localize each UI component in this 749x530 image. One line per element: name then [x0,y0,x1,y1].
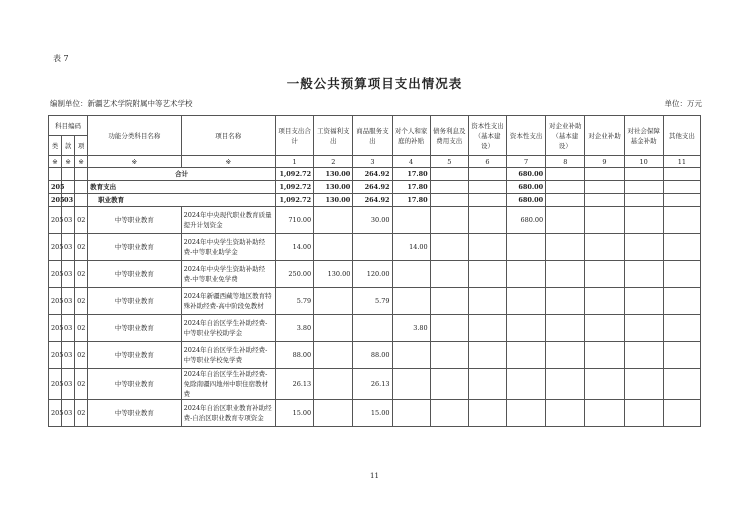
section-cell: 03 [62,207,75,234]
summary-row-education [49,181,701,194]
item-cell: 02 [75,342,88,369]
func-name-cell: 中等职业教育 [88,315,181,342]
section-cell: 03 [62,288,75,315]
total-cell: 88.00 [276,342,314,369]
capital-cell [507,234,546,261]
project-name-cell: 2024年中央学生资助补助经费-中等职业免学费 [181,261,275,288]
capital-cell [507,369,546,400]
mark-cell: ※ [49,156,62,168]
capital-cell: 680.00 [507,181,546,194]
item-cell [75,181,88,194]
total-cell: 250.00 [276,261,314,288]
goods-cell: 30.00 [353,207,392,234]
wage-cell [314,288,353,315]
header-capital: 资本性支出 [507,116,546,156]
mark-cell: 8 [546,156,585,168]
family-cell: 3.80 [392,315,430,342]
wage-cell [314,342,353,369]
capital-cell: 680.00 [507,207,546,234]
func-name-cell: 中等职业教育 [88,207,181,234]
wage-cell [314,234,353,261]
table-row [49,342,701,369]
total-cell: 3.80 [276,315,314,342]
kind-cell: 205 [49,207,62,234]
header-other: 其他支出 [663,116,700,156]
mark-cell: 5 [430,156,468,168]
header-item: 项 [75,136,88,156]
section-cell: 03 [62,234,75,261]
section-cell [62,168,75,181]
goods-cell: 120.00 [353,261,392,288]
goods-cell: 264.92 [353,168,392,181]
item-cell: 02 [75,315,88,342]
kind-cell: 205 [49,181,62,194]
table-row [49,369,701,400]
mark-cell: 2 [314,156,353,168]
family-cell [392,369,430,400]
capital-cell: 680.00 [507,194,546,207]
goods-cell [353,234,392,261]
item-cell: 02 [75,234,88,261]
goods-cell: 15.00 [353,400,392,427]
total-cell: 1,092.72 [276,168,314,181]
kind-cell: 205 [49,261,62,288]
kind-cell: 205 [49,342,62,369]
wage-cell: 130.00 [314,261,353,288]
item-cell: 02 [75,207,88,234]
total-cell: 14.00 [276,234,314,261]
goods-cell: 264.92 [353,194,392,207]
goods-cell: 5.79 [353,288,392,315]
goods-cell: 26.13 [353,369,392,400]
header-capital-build: 资本性支出（基本建设） [468,116,506,156]
family-cell [392,207,430,234]
kind-cell [49,168,62,181]
func-name-cell: 中等职业教育 [88,342,181,369]
mark-cell: 10 [624,156,663,168]
item-cell [75,168,88,181]
mark-cell: 7 [507,156,546,168]
header-code-group: 科目编码 [49,116,88,136]
family-cell [392,288,430,315]
form-number: 表 7 [53,54,69,63]
wage-cell [314,400,353,427]
mark-cell: 11 [663,156,700,168]
project-name-cell: 2024年中央现代职业教育质量提升计划资金 [181,207,275,234]
total-cell: 26.13 [276,369,314,400]
table-row [49,315,701,342]
func-name-cell: 中等职业教育 [88,288,181,315]
mark-cell: 6 [468,156,506,168]
header-enterprise-build: 对企业补助（基本建设） [546,116,585,156]
mark-cell: ※ [181,156,275,168]
header-debt: 债务利息及费用支出 [430,116,468,156]
summary-row-total [49,168,701,181]
mark-cell: ※ [88,156,181,168]
project-name-cell: 2024年新疆西藏等地区教育特殊补助经费-高中阶段免教材 [181,288,275,315]
section-cell: 03 [62,261,75,288]
wage-cell [314,369,353,400]
section-cell: 03 [62,194,75,207]
table-row [49,400,701,427]
goods-cell: 264.92 [353,181,392,194]
table-row [49,288,701,315]
total-cell: 15.00 [276,400,314,427]
summary-name: 职业教育 [88,194,276,207]
capital-cell [507,400,546,427]
wage-cell: 130.00 [314,181,353,194]
mark-cell: 4 [392,156,430,168]
kind-cell: 205 [49,315,62,342]
project-name-cell: 2024年自治区职业教育补助经费-自治区职业教育专项资金 [181,400,275,427]
kind-cell: 205 [49,234,62,261]
summary-name: 合计 [88,168,276,181]
header-kind: 类 [49,136,62,156]
family-cell: 17.80 [392,181,430,194]
kind-cell: 205 [49,194,62,207]
header-enterprise: 对企业补助 [585,116,624,156]
kind-cell: 205 [49,400,62,427]
header-social: 对社会保障基金补助 [624,116,663,156]
header-wage: 工资福利支出 [314,116,353,156]
family-cell [392,400,430,427]
total-cell: 1,092.72 [276,181,314,194]
family-cell: 17.80 [392,194,430,207]
kind-cell: 205 [49,369,62,400]
func-name-cell: 中等职业教育 [88,369,181,400]
header-project-name: 项目名称 [181,116,275,156]
capital-cell [507,315,546,342]
section-cell: 03 [62,342,75,369]
summary-row-vocational [49,194,701,207]
project-name-cell: 2024年自治区学生补助经费-中等职业学校助学金 [181,315,275,342]
mark-cell: ※ [62,156,75,168]
currency-unit: 单位：万元 [664,99,702,108]
capital-cell: 680.00 [507,168,546,181]
total-cell: 5.79 [276,288,314,315]
project-name-cell: 2024年自治区学生补助经费-中等职业学校免学费 [181,342,275,369]
item-cell: 02 [75,261,88,288]
func-name-cell: 中等职业教育 [88,261,181,288]
mark-cell: 3 [353,156,392,168]
project-name-cell: 2024年自治区学生补助经费-免除南疆四地州中职住宿教材费 [181,369,275,400]
family-cell: 14.00 [392,234,430,261]
func-name-cell: 中等职业教育 [88,400,181,427]
header-goods: 商品服务支出 [353,116,392,156]
capital-cell [507,342,546,369]
table-row [49,261,701,288]
capital-cell [507,288,546,315]
wage-cell: 130.00 [314,168,353,181]
item-cell: 02 [75,288,88,315]
header-section: 款 [62,136,75,156]
goods-cell: 88.00 [353,342,392,369]
mark-cell: 9 [585,156,624,168]
project-name-cell: 2024年中央学生资助补助经费-中等职业助学金 [181,234,275,261]
item-cell [75,194,88,207]
wage-cell [314,207,353,234]
total-cell: 710.00 [276,207,314,234]
wage-cell [314,315,353,342]
summary-name: 教育支出 [88,181,276,194]
page-title: 一般公共预算项目支出情况表 [286,76,463,91]
mark-cell: 1 [276,156,314,168]
family-cell [392,342,430,369]
table-row [49,234,701,261]
mark-cell: ※ [75,156,88,168]
kind-cell: 205 [49,288,62,315]
compiling-unit: 编制单位：新疆艺术学院附属中等艺术学校 [50,99,193,108]
capital-cell [507,261,546,288]
family-cell [392,261,430,288]
section-cell: 03 [62,369,75,400]
section-cell: 03 [62,315,75,342]
table-row [49,207,701,234]
header-func-name: 功能分类科目名称 [88,116,181,156]
wage-cell: 130.00 [314,194,353,207]
item-cell: 02 [75,400,88,427]
header-family: 对个人和家庭的补贴 [392,116,430,156]
total-cell: 1,092.72 [276,194,314,207]
column-index-row [49,156,701,168]
family-cell: 17.80 [392,168,430,181]
section-cell: 03 [62,400,75,427]
expenditure-table [48,115,701,427]
item-cell: 02 [75,369,88,400]
header-total: 项目支出合计 [276,116,314,156]
goods-cell [353,315,392,342]
func-name-cell: 中等职业教育 [88,234,181,261]
page-number: 11 [370,472,379,480]
